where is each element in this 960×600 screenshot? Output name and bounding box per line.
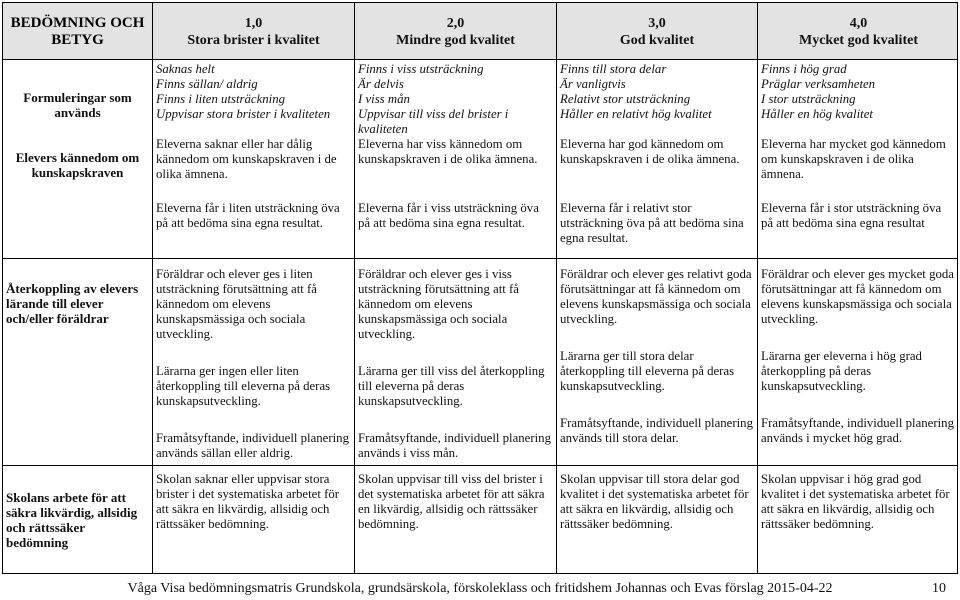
phrase: Håller en hög kvalitet: [761, 107, 873, 121]
row-label-cell: [3, 466, 152, 573]
phrase: Finns till stora delar: [560, 62, 667, 76]
header-level-3: [556, 3, 757, 59]
level-number: 1,0: [244, 16, 263, 31]
phrase: Finns i liten utsträckning: [156, 92, 286, 106]
row-label-cell: [3, 60, 152, 258]
header-title: [3, 3, 152, 59]
row-label-aterkoppling: Återkoppling av elevers lärande till elever och/eller föräldrar: [6, 281, 139, 326]
criterion-text: Skolan uppvisar till viss del brister i det systematiska arbetet för att säkra en likvärdig, allsidig och rättssäker bedömning.: [358, 472, 545, 531]
criterion-text: Framåtsyftande, individuell planering används i viss mån.: [358, 431, 551, 460]
level-2-cell: [354, 466, 556, 573]
phrase: Finns i hög grad: [761, 62, 847, 76]
level-3-cell: [556, 60, 757, 258]
row-label-kannedom: Elevers kännedom om kunskapskraven: [15, 150, 140, 180]
criterion-text: Lärarna ger till stora delar återkoppling till eleverna på deras kunskapsutveckling.: [560, 349, 735, 393]
phrase: I viss mån: [358, 92, 410, 106]
criterion-text: Eleverna får i viss utsträckning öva på att bedöma sina egna resultat.: [358, 201, 539, 230]
header-title-text: BEDÖMNING OCH BETYG: [10, 15, 145, 48]
level-number: 4,0: [849, 16, 868, 31]
criterion-text: Föräldrar och elever ges i viss utsträckning förutsättning att få kännedom om elevens kunskapsmässiga och sociala utveckling.: [358, 267, 519, 341]
phrase: Håller en relativt hög kvalitet: [560, 107, 712, 121]
level-1-cell: [152, 259, 354, 465]
page-number: 10: [932, 581, 946, 596]
criterion-text: Skolan uppvisar i hög grad god kvalitet i det systematiska arbetet för att säkra en likvärdig, allsidig och rättssäker bedömning.: [761, 472, 950, 531]
level-1-cell: [152, 466, 354, 573]
criterion-text: Föräldrar och elever ges mycket goda förutsättningar att få kännedom om elevens kunskapsmässiga och sociala utveckling.: [761, 267, 954, 326]
row-aterkoppling: [2, 258, 958, 466]
level-label: Stora brister i kvalitet: [187, 33, 320, 48]
level-number: 3,0: [648, 16, 666, 31]
criterion-text: Eleverna har mycket god kännedom om kunskapskraven i de olika ämnena.: [761, 137, 946, 181]
phrase: Uppvisar till viss del brister i kvaliteten: [358, 107, 509, 136]
level-label: Mycket god kvalitet: [799, 33, 918, 48]
level-1-cell: [152, 60, 354, 258]
criterion-text: Föräldrar och elever ges relativt goda förutsättningar att få kännedom om elevens kunskapsmässiga och sociala utveckling.: [560, 267, 752, 326]
header-level-1: [152, 3, 354, 59]
phrase: Uppvisar stora brister i kvaliteten: [156, 107, 331, 121]
level-3-cell: [556, 466, 757, 573]
criterion-text: Eleverna får i liten utsträckning öva på att bedöma sina egna resultat.: [156, 201, 340, 230]
criterion-text: Eleverna får i relativt stor utsträckning öva på att bedöma sina egna resultat.: [560, 201, 744, 245]
criterion-text: Eleverna har god kännedom om kunskapskraven i de olika ämnena.: [560, 137, 740, 166]
criterion-text: Lärarna ger ingen eller liten återkoppling till eleverna på deras kunskapsutveckling.: [156, 364, 331, 408]
phrase: Präglar verksamheten: [761, 77, 876, 91]
phrase: I stor utsträckning: [761, 92, 856, 106]
phrase: Är vanligtvis: [560, 77, 626, 91]
level-2-cell: [354, 259, 556, 465]
row-kunskapskrav: [2, 59, 958, 259]
criterion-text: Eleverna har viss kännedom om kunskapskraven i de olika ämnena.: [358, 137, 538, 166]
criterion-text: Framåtsyftande, individuell planering används i mycket hög grad.: [761, 416, 954, 445]
level-label: God kvalitet: [619, 33, 695, 48]
header-row: [2, 2, 958, 60]
level-number: 2,0: [446, 16, 465, 31]
phrase: Är delvis: [358, 77, 404, 91]
row-label-cell: [3, 259, 152, 465]
criterion-text: Eleverna får i stor utsträckning öva på att bedöma sina egna resultat: [761, 201, 942, 230]
level-4-cell: [757, 259, 959, 465]
criterion-text: Framåtsyftande, individuell planering används sällan eller aldrig.: [156, 431, 349, 460]
phrase: Finns sällan/ aldrig: [156, 77, 258, 91]
criterion-text: Skolan saknar eller uppvisar stora brister i det systematiska arbetet för att säkra en likvärdig, allsidig och rättssäker bedömning.: [156, 472, 340, 531]
level-4-cell: [757, 466, 959, 573]
row-likvardig-bedomning: [2, 465, 958, 574]
row-label-formuleringar: Formuleringar som används: [23, 90, 132, 120]
row-label-skolans-arbete: Skolans arbete för att säkra likvärdig, allsidig och rättssäker bedömning: [6, 490, 138, 550]
page-footer: Våga Visa bedömningsmatris Grundskola, grundsärskola, förskoleklass och fritidshem Johannas och Evas förslag 2015-04-22: [127, 581, 833, 596]
criterion-text: Eleverna saknar eller har dålig kännedom om kunskapskraven i de olika ämnena.: [156, 137, 337, 181]
criterion-text: Lärarna ger eleverna i hög grad återkoppling på deras kunskapsutveckling.: [761, 349, 922, 393]
phrase: Finns i viss utsträckning: [358, 62, 484, 76]
criterion-text: Lärarna ger till viss del återkoppling till eleverna på deras kunskapsutveckling.: [358, 364, 545, 408]
phrase: Relativt stor utsträckning: [560, 92, 691, 106]
assessment-matrix: [2, 2, 958, 574]
header-level-2: [354, 3, 556, 59]
level-3-cell: [556, 259, 757, 465]
criterion-text: Framåtsyftande, individuell planering används till stora delar.: [560, 416, 753, 445]
criterion-text: Skolan uppvisar till stora delar god kvalitet i det systematiska arbetet för att säkra en likvärdig, allsidig och rättssäker bedömning.: [560, 472, 749, 531]
level-2-cell: [354, 60, 556, 258]
level-4-cell: [757, 60, 959, 258]
level-label: Mindre god kvalitet: [396, 33, 515, 48]
header-level-4: [757, 3, 959, 59]
criterion-text: Föräldrar och elever ges i liten utsträckning förutsättning att få kännedom om elevens kunskapsmässiga och sociala utveckling.: [156, 267, 317, 341]
phrase: Saknas helt: [156, 62, 215, 76]
